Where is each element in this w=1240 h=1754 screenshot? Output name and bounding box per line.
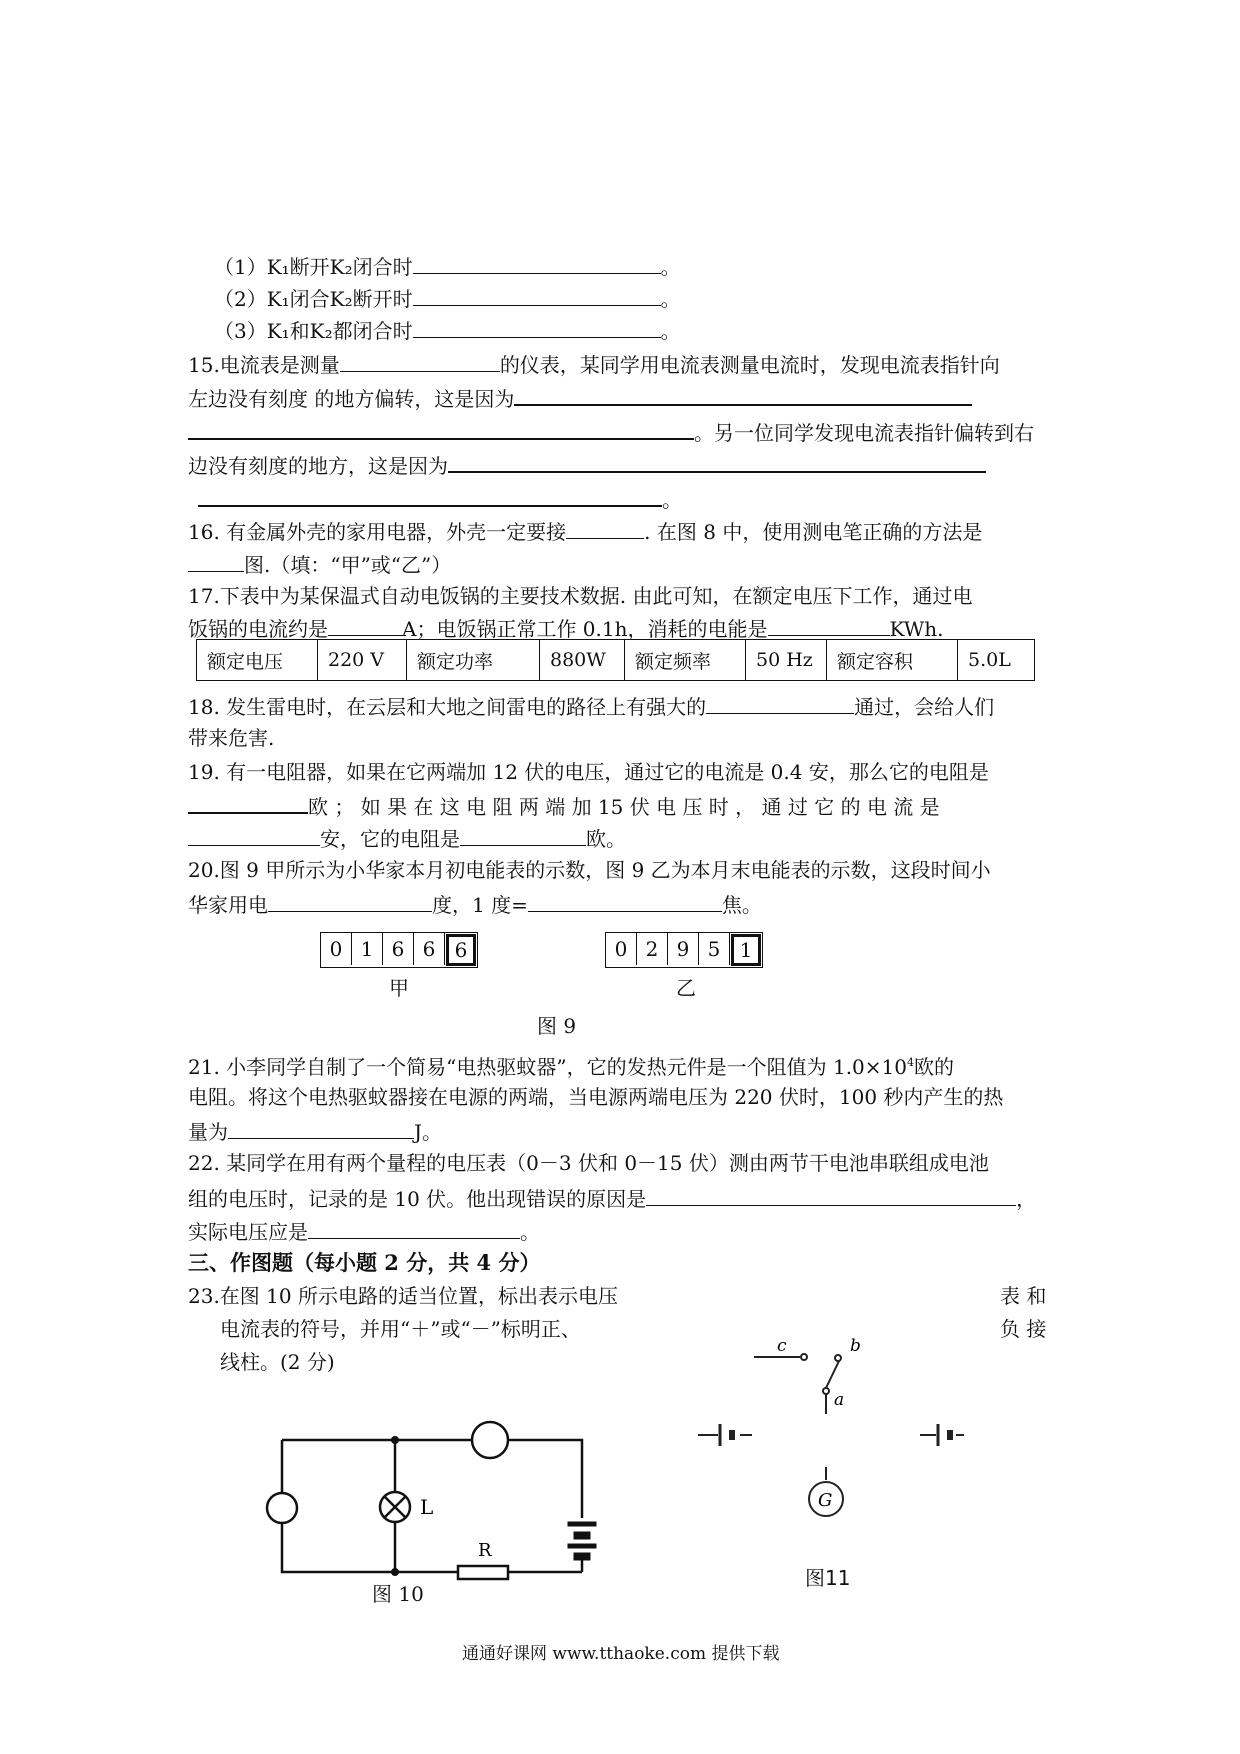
label-b: b: [850, 1336, 861, 1356]
q14-item-1: （1）K₁断开K₂闭合时 。: [214, 255, 681, 279]
q15-line-1: 15.电流表是测量 的仪表，某同学用电流表测量电流时，发现电流表指针向: [188, 353, 1000, 377]
q14-item-2: （2）K₁闭合K₂断开时 。: [214, 287, 681, 311]
fig9-caption: 图 9: [537, 1014, 577, 1038]
q19-line-3: 安，它的电阻是 欧。: [188, 825, 626, 851]
q22-line-3: 实际电压应是 。: [188, 1220, 540, 1244]
q20-line-2: 华家用电 度，1 度= 焦。: [188, 893, 762, 917]
table-cell: 220 V: [318, 640, 407, 681]
table-cell: 额定容积: [827, 640, 958, 681]
meter-digit: 1: [352, 933, 383, 965]
q21-line-2: 电阻。将这个电热驱蚊器接在电源的两端，当电源两端电压为 220 伏时，100 秒内产生的热: [188, 1085, 1004, 1109]
battery-icon: [568, 1522, 596, 1526]
meter-digit: 1: [731, 934, 761, 966]
meter-digit: 6: [446, 934, 476, 966]
label-c: c: [777, 1336, 787, 1356]
q14-item-3: （3）K₁和K₂都闭合时 。: [214, 319, 681, 343]
label-G: G: [818, 1490, 833, 1511]
table-cell: 50 Hz: [746, 640, 827, 681]
q15-line-4: 边没有刻度的地方，这是因为: [188, 451, 986, 478]
q21-line-3: 量为 J。: [188, 1120, 443, 1144]
meter-digit: 6: [414, 933, 445, 965]
table-cell: 5.0L: [958, 640, 1035, 681]
meter-circle-left: [267, 1493, 297, 1523]
label-R: R: [478, 1540, 492, 1561]
page-footer: 通通好课网 www.tthaoke.com 提供下载: [462, 1644, 780, 1664]
q15-line-3: 。另一位同学发现电流表指针偏转到右: [188, 418, 1034, 445]
resistor-icon: [458, 1566, 508, 1579]
spec-table: [196, 639, 1035, 681]
q22-line-1: 22. 某同学在用有两个量程的电压表（0－3 伏和 0－15 伏）测由两节干电池串联组成电池: [188, 1151, 989, 1175]
meter-digit: 5: [699, 933, 730, 965]
q19-line-2: 欧 ； 如 果 在 这 电 阻 两 端 加 15 伏 电 压 时 ， 通 过 它 的 电 流 是: [188, 792, 940, 819]
table-cell: 额定功率: [407, 640, 540, 681]
label-L: L: [420, 1495, 434, 1519]
meter-digit: 0: [606, 933, 637, 965]
q17-line-1: 17.下表中为某保温式自动电饭锅的主要技术数据. 由此可知，在额定电压下工作，通过电: [188, 584, 973, 608]
q15-line-2: 左边没有刻度 的地方偏转，这是因为: [188, 384, 972, 411]
label-a: a: [834, 1390, 845, 1410]
q21-line-1: 21. 小李同学自制了一个简易“电热驱蚊器”，它的发热元件是一个阻值为 $1.0\times 10^4$欧的: [188, 1055, 954, 1079]
table-cell: 880W: [540, 640, 625, 681]
q16-line-2: 图.（填：“甲”或“乙”）: [188, 551, 451, 577]
table-cell: 额定频率: [625, 640, 746, 681]
q22-line-2: 组的电压时，记录的是 10 伏。他出现错误的原因是 ，: [188, 1187, 1037, 1211]
section-heading: 三、作图题（每小题 2 分，共 4 分）: [188, 1250, 541, 1275]
fig10-circuit: [250, 1410, 630, 1620]
switch-blade: [826, 1361, 839, 1388]
meter-circle-top: [472, 1422, 508, 1458]
q17-line-2: 饭锅的电流约是 A；电饭锅正常工作 0.1h，消耗的电能是 KWh.: [188, 617, 944, 641]
meter-yi: [605, 932, 763, 968]
meter-label-jia: 甲: [389, 976, 409, 1000]
fig11-caption: 图11: [805, 1566, 851, 1590]
q18-line-1: 18. 发生雷电时，在云层和大地之间雷电的路径上有强大的 通过，会给人们: [188, 695, 995, 719]
meter-label-yi: 乙: [676, 976, 696, 1000]
meter-digit: 9: [668, 933, 699, 965]
meter-jia: [320, 932, 478, 968]
q23-line-2-right: 负 接: [1000, 1317, 1047, 1341]
q15-line-5: 。: [198, 485, 682, 512]
q23-line-3: 线柱。(2 分): [220, 1350, 335, 1374]
q16-line-1: 16. 有金属外壳的家用电器，外壳一定要接 . 在图 8 中，使用测电笔正确的方法是: [188, 520, 983, 544]
q23-line-1: 23.在图 10 所示电路的适当位置，标出表示电压: [188, 1284, 618, 1308]
q23-line-1-right: 表 和: [1000, 1284, 1047, 1308]
meter-digit: 6: [383, 933, 414, 965]
meter-digit: 0: [321, 933, 352, 965]
q23-line-2: 电流表的符号，并用“＋”或“－”标明正、: [220, 1317, 581, 1341]
table-row: [197, 640, 1035, 681]
meter-digit: 2: [637, 933, 668, 965]
fig11-circuit: [680, 1320, 980, 1580]
q19-line-1: 19. 有一电阻器，如果在它两端加 12 伏的电压，通过它的电流是 0.4 安，那么它的电阻是: [188, 760, 989, 784]
q20-line-1: 20.图 9 甲所示为小华家本月初电能表的示数，图 9 乙为本月末电能表的示数，这段时间小: [188, 858, 991, 882]
fig10-caption: 图 10: [372, 1582, 424, 1606]
q18-line-2: 带来危害.: [188, 726, 275, 750]
table-cell: 额定电压: [197, 640, 318, 681]
